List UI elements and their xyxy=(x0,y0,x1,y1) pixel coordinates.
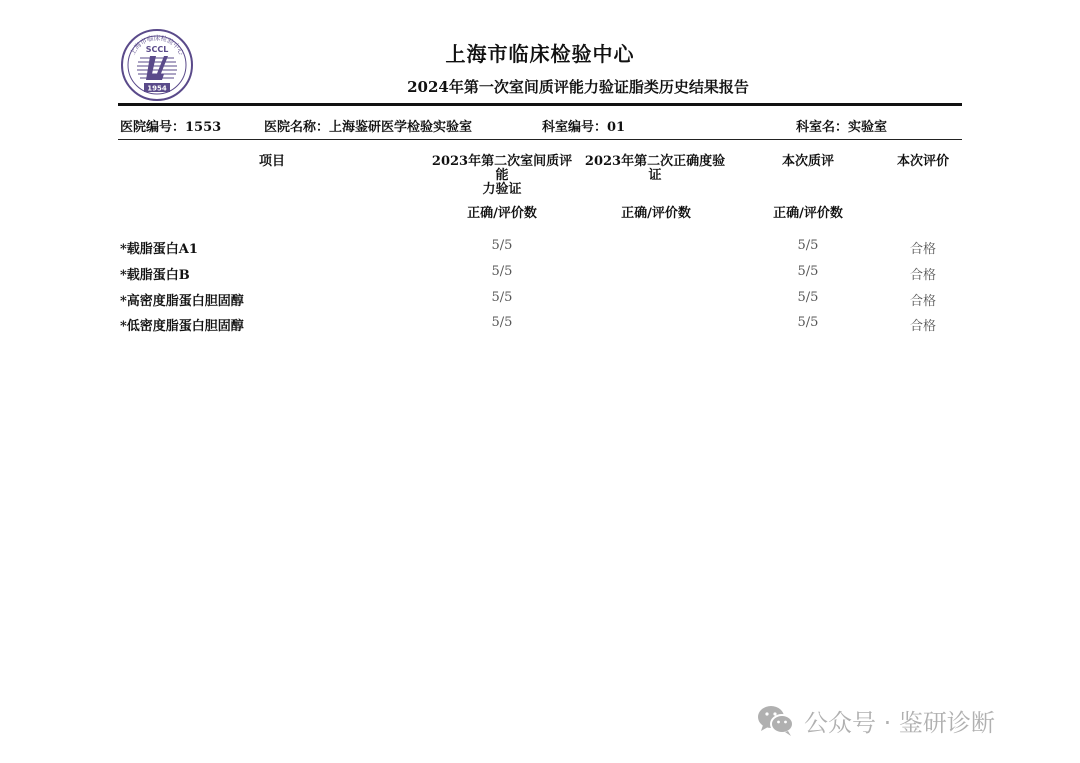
row-prev-eqa: 5/5 xyxy=(491,315,513,330)
row-prev-eqa: 5/5 xyxy=(491,264,513,279)
col-header-current-eval: 本次评价 xyxy=(896,154,949,169)
row-prev-eqa: 5/5 xyxy=(491,290,513,305)
row-item: *低密度脂蛋白胆固醇 xyxy=(120,319,244,334)
header-divider xyxy=(118,103,962,106)
svg-text:1954: 1954 xyxy=(147,84,167,93)
row-current-eqa: 5/5 xyxy=(797,238,819,253)
org-title: 上海市临床检验中心 xyxy=(445,42,635,66)
subheader-current-eqa: 正确/评价数 xyxy=(773,206,843,221)
col-header-item: 项目 xyxy=(258,154,285,169)
svg-text:上海市临床检验中心: 上海市临床检验中心 xyxy=(128,34,186,57)
row-current-eqa: 5/5 xyxy=(797,315,819,330)
row-eval: 合格 xyxy=(909,242,936,257)
svg-text:SCCL: SCCL xyxy=(145,45,169,54)
watermark xyxy=(756,702,995,738)
col-header-prev-eqa-line2: 力验证 xyxy=(482,182,522,197)
subheader-prev-eqa: 正确/评价数 xyxy=(467,206,537,221)
hospital-name: 医院名称：上海鉴研医学检验实验室 xyxy=(264,120,473,135)
row-eval: 合格 xyxy=(909,268,936,283)
row-item: *载脂蛋白A1 xyxy=(120,242,198,257)
col-header-current-eqa: 本次质评 xyxy=(781,154,834,169)
report-title: 2024年第一次室间质评能力验证脂类历史结果报告 xyxy=(407,78,749,96)
col-header-prev-eqa xyxy=(426,155,578,197)
row-current-eqa: 5/5 xyxy=(797,290,819,305)
row-prev-eqa: 5/5 xyxy=(491,238,513,253)
col-header-prev-eqa-line1: 2023年第二次室间质评能 xyxy=(431,154,573,183)
subheader-prev-verify: 正确/评价数 xyxy=(621,206,691,221)
row-eval: 合格 xyxy=(909,319,936,334)
dept-name: 科室名：实验室 xyxy=(796,120,888,135)
row-eval: 合格 xyxy=(909,294,936,309)
row-item: *高密度脂蛋白胆固醇 xyxy=(120,294,244,309)
row-item: *载脂蛋白B xyxy=(120,268,190,283)
col-header-prev-verify: 2023年第二次正确度验证 xyxy=(584,154,726,183)
watermark-text: 公众号 · 鉴研诊断 xyxy=(804,708,995,737)
hospital-code: 医院编号：1553 xyxy=(120,120,222,135)
row-current-eqa: 5/5 xyxy=(797,264,819,279)
info-divider xyxy=(118,139,962,140)
wechat-icon xyxy=(756,703,796,737)
dept-code: 科室编号：01 xyxy=(542,120,626,135)
